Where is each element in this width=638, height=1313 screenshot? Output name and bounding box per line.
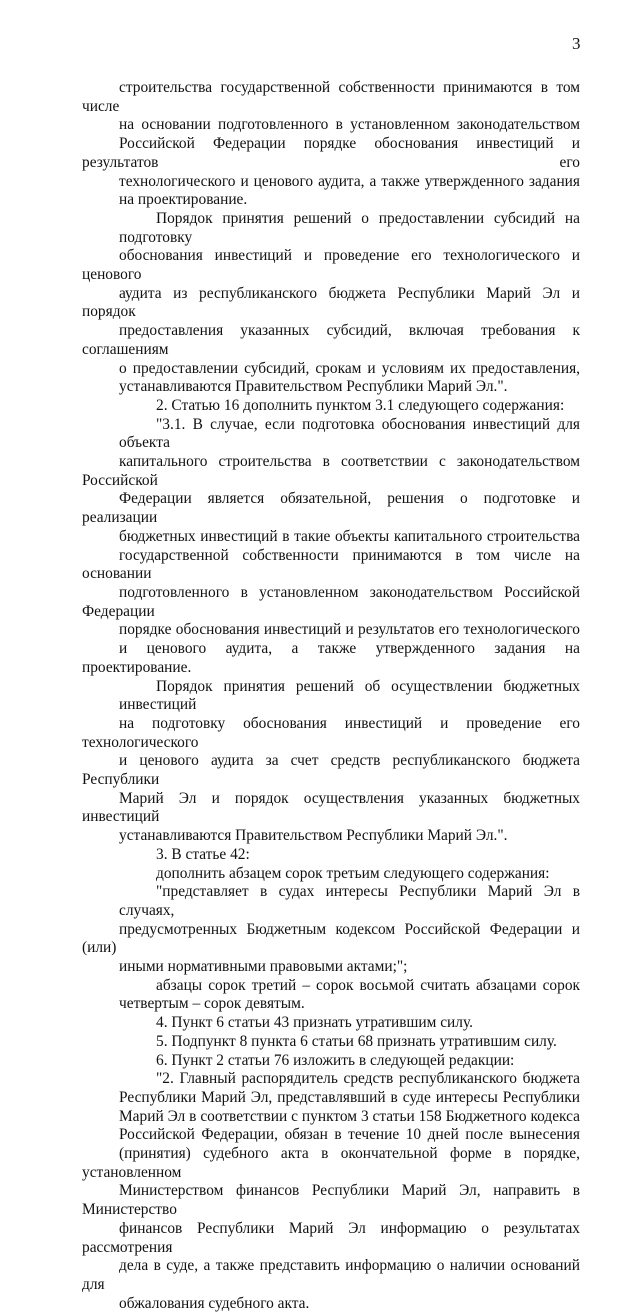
text-line: строительства государственной собственности принимаются в том числе [82, 79, 580, 115]
text-line: на основании подготовленного в установленном законодательством [119, 116, 580, 134]
text-line: дела в суде, а также представить информацию о наличии оснований для [82, 1257, 580, 1293]
text-line: устанавливаются Правительством Республики Марий Эл.". [119, 827, 508, 845]
text-line: финансов Республики Марий Эл информацию о результатах рассмотрения [82, 1219, 580, 1256]
text-line: обжалования судебного акта. [119, 1294, 310, 1312]
text-line: (принятия) судебного акта в окончательной форме в порядке, установленном [82, 1145, 580, 1181]
text-line: обоснования инвестиций и проведение его технологического и ценового [82, 247, 580, 284]
text-line: "представляет в судах интересы Республики Марий Эл в случаях, [119, 883, 580, 919]
text-line: "3.1. В случае, если подготовка обоснования инвестиций для объекта [119, 415, 580, 452]
text-line: 6. Пункт 2 статьи 76 изложить в следующей редакции: [156, 1051, 515, 1069]
text-line: Марий Эл и порядок осуществления указанных бюджетных инвестиций [82, 789, 580, 826]
paragraph [82, 397, 580, 416]
paragraph [82, 865, 580, 884]
paragraph [82, 977, 580, 1014]
paragraph [82, 1070, 580, 1313]
paragraph [82, 678, 580, 846]
text-line: устанавливаются Правительством Республики Марий Эл.". [119, 378, 508, 396]
text-line: "2. Главный распорядитель средств республиканского бюджета [156, 1070, 580, 1088]
text-line: 2. Статью 16 дополнить пунктом 3.1 следующего содержания: [156, 396, 565, 414]
text-line: Министерством финансов Республики Марий Эл, направить в Министерство [82, 1182, 580, 1219]
text-line: на подготовку обоснования инвестиций и проведение его технологического [82, 714, 580, 751]
paragraph [82, 1014, 580, 1033]
document-body [82, 79, 580, 1313]
text-line: капитального строительства в соответствии с законодательством Российской [82, 453, 580, 489]
text-line: четвертым – сорок девятым. [119, 995, 305, 1013]
text-line: иными нормативными правовыми актами;"; [119, 958, 408, 976]
text-line: аудита из республиканского бюджета Республики Марий Эл и порядок [82, 284, 580, 321]
text-line: подготовленного в установленном законодательством Российской Федерации [82, 583, 580, 620]
text-line: Марий Эл в соответствии с пунктом 3 статьи 158 Бюджетного кодекса [119, 1107, 580, 1125]
text-line: абзацы сорок третий – сорок восьмой считать абзацами сорок [156, 976, 580, 994]
text-line: Российской Федерации порядке обоснования инвестиций и результатов его [82, 135, 580, 171]
paragraph [82, 1033, 580, 1052]
text-line: Республики Марий Эл, представлявший в суде интересы Республики [119, 1088, 580, 1106]
page-number: 3 [572, 34, 581, 53]
text-line: 3. В статье 42: [156, 845, 250, 863]
text-line: о предоставлении субсидий, срокам и условиям их предоставления, [119, 359, 580, 377]
text-line: технологического и ценового аудита, а также утвержденного задания [119, 172, 580, 190]
paragraph [82, 210, 580, 397]
text-line: 4. Пункт 6 статьи 43 признать утратившим силу. [156, 1014, 473, 1032]
text-line: и ценового аудита, а также утвержденного задания на проектирование. [82, 640, 580, 676]
text-line: и ценового аудита за счет средств республиканского бюджета Республики [82, 752, 580, 789]
text-line: Федерации является обязательной, решения о подготовке и реализации [82, 490, 580, 527]
text-line: 5. Подпункт 8 пункта 6 статьи 68 признать утратившим силу. [156, 1032, 557, 1050]
paragraph [82, 883, 580, 977]
text-line: бюджетных инвестиций в такие объекты капитального строительства [119, 527, 580, 545]
paragraph [82, 416, 580, 678]
text-line: порядке обоснования инвестиций и результатов его технологического [119, 621, 580, 639]
paragraph [82, 79, 580, 210]
text-line: Российской Федерации, обязан в течение 10 дней после вынесения [119, 1126, 580, 1144]
paragraph [82, 1052, 580, 1071]
text-line: государственной собственности принимаются в том числе на основании [82, 546, 580, 583]
text-line: Порядок принятия решений об осуществлении бюджетных инвестиций [119, 677, 580, 714]
text-line: Порядок принятия решений о предоставлении субсидий на подготовку [119, 209, 580, 246]
text-line: на проектирование. [119, 191, 248, 209]
text-line: дополнить абзацем сорок третьим следующего содержания: [156, 864, 550, 882]
text-line: предоставления указанных субсидий, включая требования к соглашениям [82, 322, 580, 358]
paragraph [82, 846, 580, 865]
text-line: предусмотренных Бюджетным кодексом Российской Федерации и (или) [82, 920, 580, 957]
